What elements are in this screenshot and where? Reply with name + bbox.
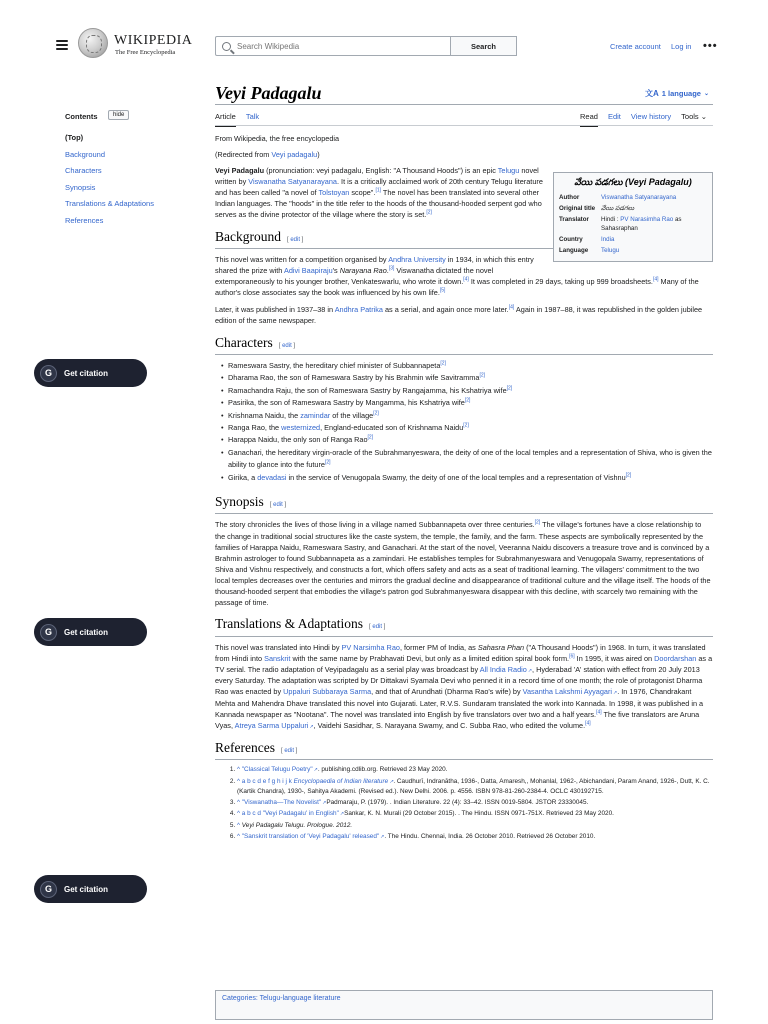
search-button[interactable]: Search [451,36,517,56]
article-body [215,133,713,843]
intro-bold-title: Veyi Padagalu [215,166,265,176]
infobox-row [557,204,709,215]
text: The village's fortunes have a close relationship to the change in traditional social structures like the caste system, the temple, the family, and the farm. These aspects are symbolically represented by the families of Harappa Naidu, Rameswara Sastry, and Ganachari. At the start of the novel, Veeranna Naidu discovers a treasure trove and is convinced by a Brahmin astrologer to found Subbannapeta as a zamindari. He establishes temples for Subrahmanyeswara and Venugopala Swamy, representations of Shiva and Vishnu respectively, and constructs a fort, which offers safety and acts as a seat of traditional learning. The villagers' commitment to the two local temples decreases over the centuries and mirrors the gradual decline and disappearance of traditional culture and the village itself. The hoods of the thousand-hooded serpent that embodies the village's patron god Subrahmanyeswara disappear with this decline, with scarcely two remaining with the passage of time. [215,520,711,608]
list-item [222,372,713,384]
heading-synopsis [215,492,713,515]
citation-logo-icon: G [40,624,57,641]
ref-link[interactable]: [3] [388,265,395,272]
edit-section-link[interactable]: [ edit ] [280,747,298,754]
more-options-icon[interactable]: ••• [703,40,718,52]
ref-link[interactable]: [2] [479,373,485,380]
toc-title: Contents [65,112,98,121]
text: Harappa Naidu, the only son of Ranga Rao [228,435,368,445]
text: This novel was translated into Hindi by [215,642,342,652]
pv-narsimha-rao-link[interactable]: PV Narsimha Rao [341,642,400,652]
text: Later, it was published in 1937–38 in [215,305,335,315]
ref-backlink[interactable]: ^ [237,821,240,829]
ref-link[interactable]: [4] [508,304,515,311]
text: novel written by [215,166,539,187]
text: Krishnama Naidu, the [228,410,301,420]
ref-link[interactable]: [1] [375,187,381,194]
ref-title-link[interactable]: "Viswanatha—The Novelist" ↗ [242,799,327,806]
reference-item [237,777,713,798]
tab-view-history[interactable]: View history [630,112,672,121]
reference-item [237,765,713,775]
reference-item [237,832,713,842]
ref-link[interactable]: [2] [506,385,513,392]
ref-link[interactable]: [2] [440,360,446,367]
search-box[interactable] [215,36,451,56]
chevron-down-icon: ⌄ [703,91,709,97]
infobox-label: Translator [559,216,589,224]
page-title: Veyi Padagalu [215,83,322,103]
text: in the service of Venugopala Swamy, the deity of one of the local temples and a representation of Vishnu [286,472,626,482]
text: , England-educated son of Krishnama Naidu [320,423,464,432]
ref-link[interactable]: [2] [426,210,432,217]
text: , and that of Arundhati (Dharma Rao's wife) by [371,687,523,697]
text: Again in 1987–88, it was republished in the golden jubilee edition of the same newspaper. [215,305,703,326]
ref-title-link[interactable]: "Sanskrit translation of 'Veyi Padagalu' released" ↗ [242,833,385,840]
text: . In 1976, Chandrakant Mehta and Mahendra Dhave translated this novel into Gujarati. Later, R.V.S. Sundaram translated the work into Kannada. In 1998, it was published in a Kannada newspaper as "Nootana". The novel was translated into English by five translators over two and a half years. [215,687,704,720]
text: . The Hindu. Chennai, India. 26 October 2010. Retrieved 26 October 2010. [384,832,596,840]
create-account-link[interactable]: Create account [610,42,661,51]
text: as a TV serial. The radio adaptation of Veyipadagalu as a serial play was broadcast by [215,653,713,674]
ref-backlink[interactable]: ^ a b c d e f g h i j k [237,777,292,785]
toc-item-translations[interactable]: Translations & Adaptations [65,199,154,208]
toc-item-references[interactable]: References [65,215,104,225]
italic-text: Sahasra Phan [477,642,525,652]
text: scope". [349,188,376,198]
text: It was completed in 29 days, taking up 999 broadsheets. [468,277,653,287]
edit-label: edit [372,624,383,631]
zamindar-link[interactable]: zamindar [300,410,331,420]
redirect-prefix: (Redirected from [215,150,272,160]
toc-hide-button[interactable]: hide [108,110,129,120]
references-list [215,765,713,842]
doordarshan-link[interactable]: Doordarshan [654,653,697,663]
ref-backlink[interactable]: ^ [237,799,240,807]
infobox-label: Original title [559,205,596,213]
reference-item [237,809,713,819]
tabs-divider [215,125,713,126]
ref-link[interactable]: [2] [463,422,469,429]
ref-link[interactable]: [4] [585,720,591,727]
heading-characters [215,333,713,356]
list-item [222,434,713,446]
edit-section-link[interactable]: [ edit ] [269,501,287,508]
tab-talk[interactable]: Talk [245,112,260,121]
heading-translations [215,614,713,637]
ref-link[interactable]: [4] [652,276,659,283]
text: Dharama Rao, the son of Rameswara Sastry by his Brahmin wife Savitramma [228,373,480,383]
list-item [222,385,713,397]
uppaluri-subbaraya-sarma-link[interactable]: Uppaluri Subbaraya Sarma [283,687,372,697]
text: with the same name by Prabhavati Devi, but only as a limited edition spiral book form. [290,653,570,663]
get-citation-label: Get citation [64,884,109,894]
text: . publishing.cdlib.org. Retrieved 23 May 2020. [317,766,448,774]
redirect-notice [215,149,713,160]
list-item [222,360,713,372]
westernized-link[interactable]: westernized [281,423,321,432]
ref-link[interactable]: [5] [439,287,446,294]
infobox-title: వేయి పడగలు (Veyi Padagalu) [574,177,692,188]
search-icon [222,42,231,51]
infobox-value: వేయి పడగలు [601,205,635,213]
translator-link[interactable]: PV Narasimha Rao [620,216,674,224]
tab-edit[interactable]: Edit [607,112,621,121]
ref-link[interactable]: [2] [534,520,541,527]
categories-link[interactable]: Categories: Telugu-language literature [222,995,341,1002]
text: as a serial, and again once more later. [382,305,509,315]
translations-paragraph [215,642,713,732]
atreya-sarma-link[interactable]: Atreya Sarma Uppaluri ↗ [235,721,314,730]
infobox-row [557,215,709,235]
get-citation-label: Get citation [64,627,109,637]
login-link[interactable]: Log in [671,42,692,51]
list-item [222,410,713,422]
language-link[interactable]: Telugu [601,247,620,255]
tolstoyan-link[interactable]: Tolstoyan [318,188,350,198]
text: Padmaraju, P. (1979). . Indian Literature. 22 (4): 33–42. ISSN 0019-5804. JSTOR 23330045. [326,799,589,807]
heading-references [215,738,713,761]
search-input[interactable] [237,42,437,51]
ref-title-link[interactable]: "Classical Telugu Poetry" ↗ [242,766,318,773]
text: Pasirika, the son of Rameswara Sastry by Mangamma, his Kshatriya wife [228,398,465,408]
infobox-value: Hindi : [601,216,621,224]
ref-backlink[interactable]: ^ [237,832,240,840]
translate-icon: 文A [645,89,659,98]
ref-link[interactable]: [2] [373,410,379,417]
characters-list [215,360,713,484]
text: Girika, a [228,472,258,482]
reference-item [237,821,713,831]
get-citation-label: Get citation [64,368,109,378]
text: , former PM of India, as [399,642,478,652]
chevron-down-icon: ⌄ [700,112,708,121]
ref-backlink[interactable]: ^ [237,766,240,774]
get-citation-button[interactable] [34,618,147,646]
toc-item-top[interactable]: (Top) [65,133,84,142]
all-india-radio-link[interactable]: All India Radio ↗ [480,665,532,674]
text: , Vaidehi Sasidhar, S. Narayana Swamy, and C. Subba Rao, who edited the volume. [313,721,586,731]
edit-section-link[interactable]: [ edit ] [369,624,386,631]
title-divider [215,104,713,105]
heading-text: Background [215,228,281,244]
wikipedia-wordmark[interactable]: WIKIPEDIA [114,33,193,48]
sanskrit-link[interactable]: Sanskrit [264,653,291,663]
infobox-table [557,193,709,257]
language-button[interactable] [645,88,709,99]
text: Ranga Rao, the [228,423,282,432]
adivi-baapiraju-link[interactable]: Adivi Baapiraju [283,266,333,276]
toc-item-characters[interactable]: Characters [65,166,102,175]
toc-item-synopsis[interactable]: Synopsis [65,182,96,192]
infobox-label: Author [559,194,580,202]
text: Veyi Padagalu Telugu. Prologue. 2012. [241,821,353,829]
text: 's [332,266,340,276]
country-link[interactable]: India [601,236,615,244]
vasantha-lakshmi-link[interactable]: Vasantha Lakshmi Ayyagari ↗ [523,687,618,696]
infobox-label: Language [559,247,589,255]
infobox-row [557,246,709,257]
tab-read[interactable]: Read [580,112,598,127]
text: of the village [330,410,374,420]
edit-label: edit [282,342,292,349]
text: (pronunciation: veyi padagalu, English: "A Thousand Hoods") is an epic [264,166,498,176]
infobox [553,172,713,262]
get-citation-button[interactable] [34,359,147,387]
text: The story chronicles the lives of those living in a village named Subbannapeta over three centuries. [215,520,535,530]
text: Ramachandra Raju, the son of Rameswara Sastry by Rangajamma, his Kshatriya wife [228,385,507,395]
heading-text: References [215,739,275,755]
author-link[interactable]: Viswanatha Satyanarayana [601,194,677,202]
edit-label: edit [273,501,283,508]
redirect-link[interactable]: Veyi padagalu [271,150,318,160]
text: Rameswara Sastry, the hereditary chief minister of Subbannapeta [228,361,441,371]
text: ("A Thousand Hoods") in 1968. In turn, it was translated from Hindi into [215,642,706,663]
text: . Caudhurī, Indranātha, 1936-, Datta, Amaresh,, Mohanlal, 1962-, Abichandani, Param Anand, 1926-, Dutt, K. C. (Kartik Chandra), 1930-, Sahitya Akademi. (Revised ed.). New Delhi. 2006. p. 4556. ISBN 978-81-260-2384-4. OCLC 430192715. [237,777,710,795]
text: Viswanatha dictated the novel extemporaneously to his younger brother, Venkateswarlu, who wrote it down. [215,266,494,287]
text: . [386,266,389,276]
ref-link[interactable]: [4] [463,276,469,283]
text: The novel has been translated into several other Indian languages. The "hoods" in the title refer to the hoods of the thousand-hooded serpent god who serves as the divine protector of the village where the story is set. [215,188,542,220]
edit-section-link[interactable]: [ edit ] [278,342,296,349]
author-link[interactable]: Viswanatha Satyanarayana [248,177,337,187]
ref-title-link[interactable]: "Veyi Padagalu' in English" ↗ [263,810,344,817]
tab-article[interactable]: Article [215,112,236,127]
toc-list [65,133,154,232]
text: This novel was written for a competition organised by [215,255,389,265]
list-item [222,447,713,472]
edit-section-link[interactable]: [ edit ] [286,236,304,243]
list-item [222,397,713,409]
infobox-value: as Sahasraphan [601,216,682,233]
list-item [222,472,713,484]
ref-link[interactable]: [2] [464,397,471,404]
ref-link[interactable]: [6] [569,653,575,660]
heading-text: Synopsis [215,493,264,509]
site-subtitle: From Wikipedia, the free encyclopedia [215,134,340,143]
tools-label: Tools [681,112,699,121]
citation-logo-icon: G [40,881,57,898]
wikipedia-globe-logo[interactable] [78,28,108,58]
redirect-suffix: ) [317,150,320,160]
toc-item-background[interactable]: Background [65,149,106,159]
categories-box [215,990,713,1020]
heading-text: Characters [215,334,273,350]
synopsis-paragraph [215,519,713,608]
text: The five translators are Aruna Vyas, [215,710,700,731]
ref-link[interactable]: [4] [596,709,602,716]
text: In 1995, it was aired on [574,653,655,663]
ref-link[interactable]: [2] [367,434,374,441]
text: in 1934, in which this entry shared the prize with [215,255,534,276]
infobox-row [557,235,709,246]
telugu-link[interactable]: Telugu [497,166,520,176]
main-menu-button[interactable] [56,40,68,50]
infobox-label: Country [559,236,583,244]
text: Many of the author's close associates say the book was influenced by his own life. [215,277,699,298]
text: Sankar, K. N. Murali (29 October 2015). . The Hindu. ISSN 0971-751X. Retrieved 23 May 2020. [344,810,614,818]
andhra-university-link[interactable]: Andhra University [388,255,446,265]
edit-label: edit [284,747,294,754]
citation-logo-icon: G [40,365,57,382]
infobox-row [557,193,709,204]
devadasi-link[interactable]: devadasi [257,472,287,482]
language-button-label: 1 language [661,89,701,98]
ref-link[interactable]: [2] [625,472,632,479]
italic-text: Narayana Rao [339,266,387,276]
ref-title-link[interactable]: Encyclopaedia of Indian literature ↗ [294,778,394,785]
list-item [222,422,713,434]
ref-link[interactable]: [2] [324,459,331,466]
text: . It is a critically acclaimed work of 20th century Telugu literature and has been called "a novel of [215,177,543,198]
reference-item [237,798,713,808]
edit-label: edit [290,236,301,243]
ref-backlink[interactable]: ^ a b c d [237,810,261,818]
andhra-patrika-link[interactable]: Andhra Patrika [334,305,383,315]
background-paragraph [215,304,713,326]
text: Ganachari, the hereditary virgin-oracle of the Subrahmanyeswara, the deity of one of the local temples and a representation of Shiva, who is given the ability to glance into the future [228,447,712,470]
get-citation-button[interactable] [34,875,147,903]
wikipedia-tagline: The Free Encyclopedia [115,49,176,56]
text: , Hyderabad 'A' station with effect from 20 July 2013 every Saturday. The adaptation was scripted by Dr Dittakavi Syamala Devi who penned it in a record time of one month; the role of protagonist Dharma Rao was enacted by [215,664,703,697]
heading-text: Translations & Adaptations [215,616,364,632]
